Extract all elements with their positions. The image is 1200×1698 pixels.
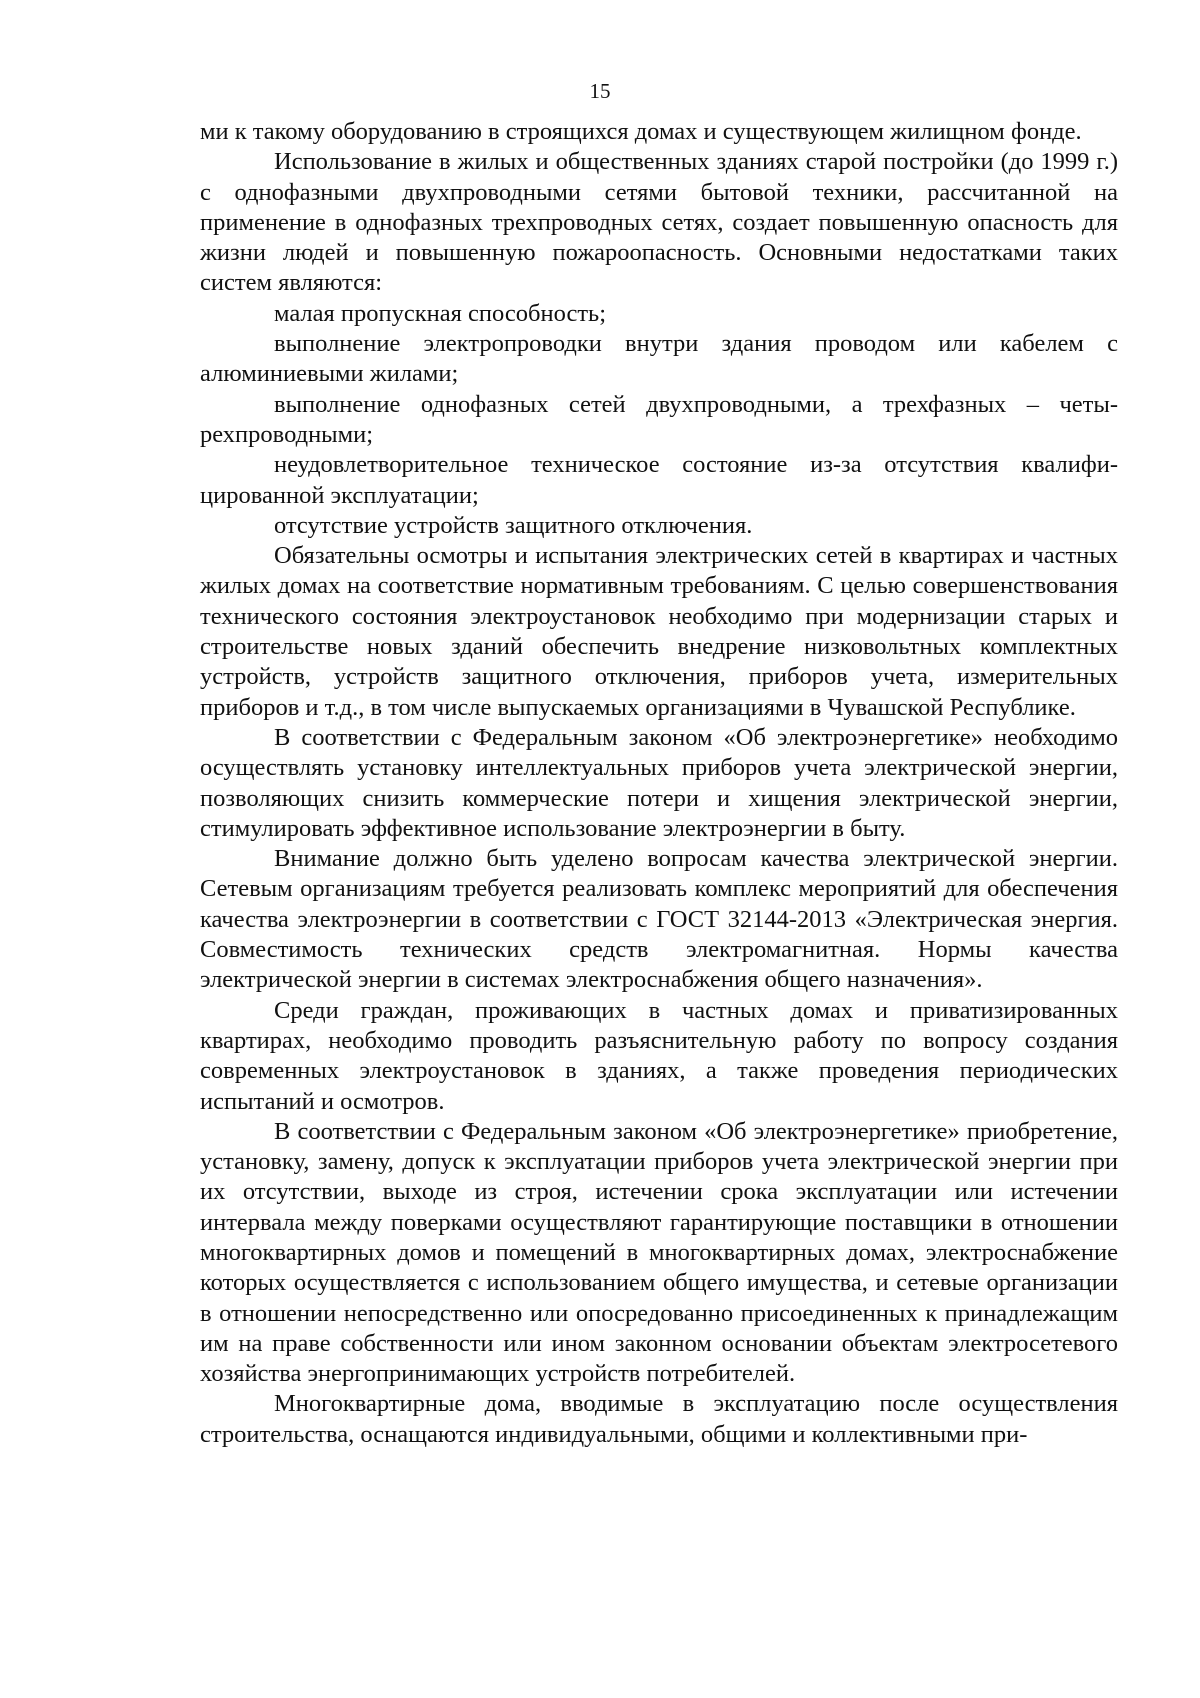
paragraph-meter-installation: В соответствии с Федеральным законом «Об электроэнергетике» приобретение, установку, замену, допуск к эксплуатации приборов учета электрической энергии при их отсутствии, выходе из строя, истечении срока эксплуатации или истечении интервала между поверками осуществляют гарантирующие поставщики в отношении многоквартирных домов и помещений в многоквартирных домах, электроснабжение которых осуществляется с использованием общего имущества, и сетевые организации в отношении непосредственно или опосредованно присоединенных к принадлежащим им на праве собственности или ином законном основании объектам электросетевого хозяйства энергопринимающих устройств потребителей. [200, 1117, 1118, 1388]
paragraph-power-quality: Внимание должно быть уделено вопросам качества электрической энергии. Сетевым организациям требуется реализовать комплекс мероприятий для обеспечения качества электроэнергии в соответствии с ГОСТ 32144-2013 «Электрическая энергия. Совместимость технических средств электромагнитная. Нормы качества электрической энергии в системах электроснабжения общего назначения». [200, 845, 1118, 994]
list-item-no-protective-devices: отсутствие устройств защитного отключения. [274, 511, 753, 539]
paragraph-smart-meters: В соответствии с Федеральным законом «Об электроэнергетике» необходимо осуществлять установку интеллектуальных приборов учета электрической энергии, позволяющих снизить коммерческие потери и хищения электрической энергии, стимулировать эффективное использование электроэнергии в быту. [200, 723, 1118, 842]
paragraph-continuation: ми к такому оборудованию в строящихся домах и существующем жилищном фонде. [200, 118, 1082, 145]
list-item-aluminium-wiring: выполнение электропроводки внутри здания проводом или кабелем с алюминиевыми жилами; [200, 330, 1118, 388]
list-item-poor-condition: неудовлетворительное техническое состояние из-за отсутствия квалифицированной эксплуатации; [200, 451, 1118, 509]
list-item-two-wire-networks: выполнение однофазных сетей двухпроводными, а трехфазных – четырехпроводными; [200, 390, 1118, 448]
paragraph-new-apartment-buildings: Многоквартирные дома, вводимые в эксплуатацию после осуществления строительства, оснащаются индивидуальными, общими и коллективными при- [200, 1390, 1118, 1448]
paragraph-inspections: Обязательны осмотры и испытания электрических сетей в квартирах и частных жилых домах на соответствие нормативным требованиям. С целью совершенствования технического состояния электроустановок необходимо при модернизации старых и строительстве новых зданий обеспечить внедрение низковольтных комплектных устройств, устройств защитного отключения, приборов учета, измерительных приборов и т.д., в том числе выпускаемых организациями в Чувашской Республике. [200, 542, 1118, 721]
page-number: 15 [589, 79, 611, 103]
document-body [200, 117, 1118, 1450]
paragraph-old-buildings: Использование в жилых и общественных зданиях старой постройки (до 1999 г.) с однофазными двухпроводными сетями бытовой техники, рассчитанной на применение в однофазных трехпроводных сетях, создает повышенную опасность для жизни людей и повышенную пожароопасность. Основными недостатками таких систем являются: [200, 148, 1118, 297]
list-item-low-capacity: малая пропускная способность; [274, 299, 607, 327]
paragraph-citizen-outreach: Среди граждан, проживающих в частных домах и приватизированных квартирах, необходимо проводить разъяснительную работу по вопросу создания современных электроустановок в зданиях, а также проведения периодических испытаний и осмотров. [200, 996, 1118, 1115]
